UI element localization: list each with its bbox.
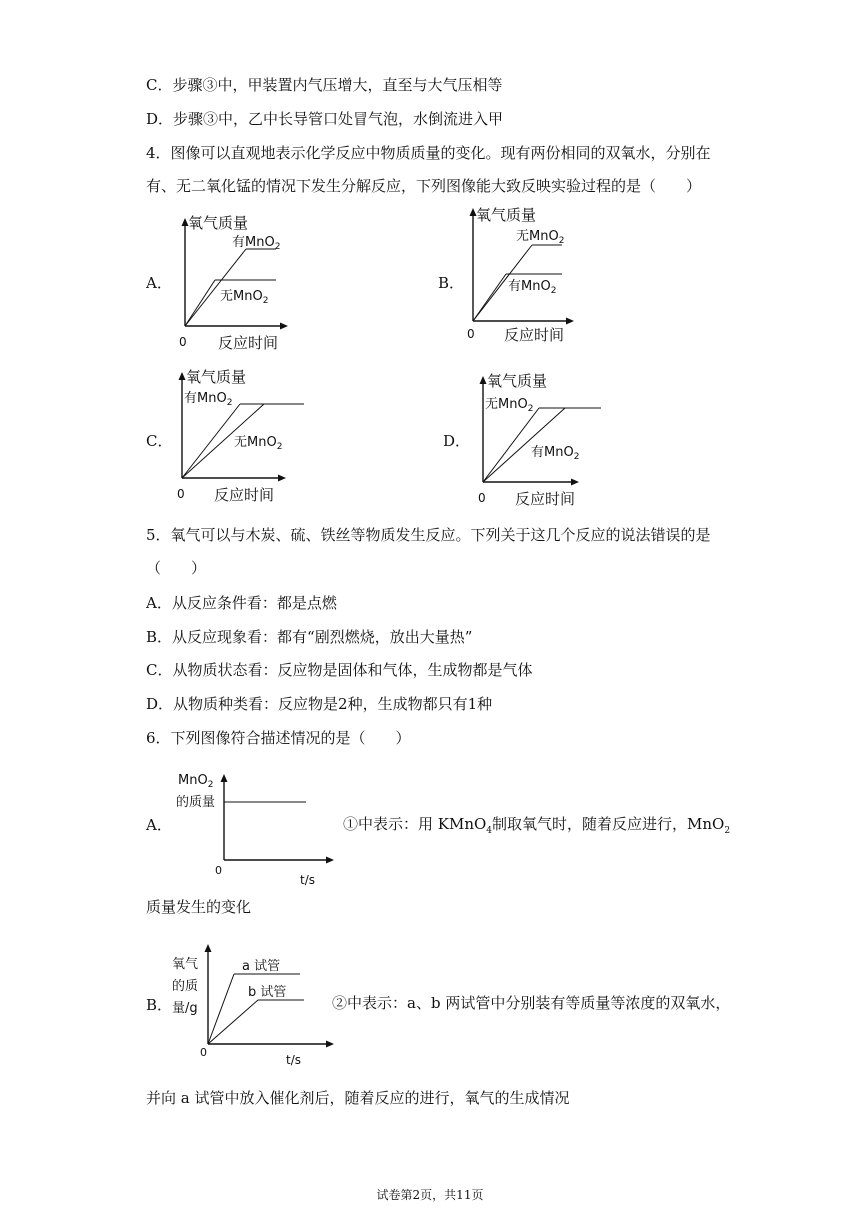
y-axis-label-line3: 量/g bbox=[172, 1001, 198, 1016]
q5-option-b: B．从反应现象看：都有“剧烈燃烧，放出大量热” bbox=[146, 628, 473, 646]
q4-option-c-label: C． bbox=[146, 432, 173, 450]
x-axis-label: t/s bbox=[286, 1053, 301, 1066]
q5-option-d: D．从物质种类看：反应物是2种，生成物都只有1种 bbox=[146, 695, 493, 713]
origin-label: 0 bbox=[200, 1046, 207, 1059]
x-axis-label: 反应时间 bbox=[214, 486, 275, 504]
q3-option-d: D．步骤③中，乙中长导管口处冒气泡，水倒流进入甲 bbox=[146, 110, 504, 128]
y-axis-label-line1: MnO$_2$ bbox=[178, 773, 214, 790]
x-axis-label: 反应时间 bbox=[504, 326, 565, 344]
q6-description-b-continued: 并向 a 试管中放入催化剂后，随着反应的进行，氧气的生成情况 bbox=[146, 1089, 570, 1107]
y-axis-label-line2: 的质 bbox=[172, 979, 199, 994]
x-axis-label: t/s bbox=[300, 873, 315, 887]
q5-stem-line2: （ ） bbox=[146, 559, 207, 577]
q3-option-c: C．步骤③中，甲装置内气压增大，直至与大气压相等 bbox=[146, 76, 503, 94]
page-footer: 试卷第2页，共11页 bbox=[376, 1188, 484, 1202]
q4-stem-line1: 4．图像可以直观地表示化学反应中物质质量的变化。现有两份相同的双氧水，分别在 bbox=[146, 144, 711, 162]
q6-option-a-label: A． bbox=[146, 816, 172, 834]
y-axis-label-line2: 的质量 bbox=[176, 795, 216, 810]
y-axis-label: 氧气质量 bbox=[186, 368, 247, 386]
q4-graph-d bbox=[469, 368, 619, 516]
curve-label-without-mno2: 无MnO$_2$ bbox=[220, 289, 269, 306]
q6-graph-b bbox=[168, 938, 338, 1066]
origin-label: 0 bbox=[467, 327, 475, 341]
origin-label: 0 bbox=[179, 335, 187, 349]
x-axis-label: 反应时间 bbox=[218, 334, 279, 352]
origin-label: 0 bbox=[478, 491, 486, 505]
q4-graph-a bbox=[172, 208, 292, 356]
curve-label-with-mno2: 有MnO$_2$ bbox=[184, 391, 233, 408]
curve-label-b: b 试管 bbox=[248, 985, 287, 1000]
curve-label-with-mno2: 有MnO$_2$ bbox=[232, 235, 281, 252]
q5-option-a: A．从反应条件看：都是点燃 bbox=[146, 594, 337, 612]
q4-graph-b bbox=[460, 198, 580, 346]
curve-label-without-mno2: 无MnO$_2$ bbox=[516, 229, 565, 246]
q6-description-b: ②中表示：a、b 两试管中分别装有等质量等浓度的双氧水， bbox=[332, 994, 731, 1012]
q5-option-c: C．从物质状态看：反应物是固体和气体，生成物都是气体 bbox=[146, 661, 533, 679]
x-axis-label: 反应时间 bbox=[515, 490, 576, 508]
origin-label: 0 bbox=[215, 864, 222, 877]
q4-graph-c bbox=[168, 364, 318, 512]
q4-option-d-label: D． bbox=[443, 432, 471, 450]
y-axis-label: 氧气质量 bbox=[476, 206, 537, 224]
curve-label-without-mno2: 无MnO$_2$ bbox=[234, 435, 283, 452]
q5-stem-line1: 5．氧气可以与木炭、硫、铁丝等物质发生反应。下列关于这几个反应的说法错误的是 bbox=[146, 526, 711, 544]
q6-option-b-label: B． bbox=[146, 996, 173, 1014]
q4-option-a-label: A． bbox=[146, 274, 172, 292]
curve-label-a: a 试管 bbox=[242, 959, 281, 974]
curve-label-without-mno2: 无MnO$_2$ bbox=[485, 397, 534, 414]
q6-description-a-continued: 质量发生的变化 bbox=[146, 898, 252, 916]
y-axis-label-line1: 氧气 bbox=[172, 957, 199, 972]
origin-label: 0 bbox=[177, 487, 185, 501]
q6-description-a: ①中表示：用 KMnO$_4$制取氧气时，随着反应进行，MnO$_2$ bbox=[343, 815, 731, 836]
curve-label-with-mno2: 有MnO$_2$ bbox=[531, 445, 580, 462]
y-axis-label: 氧气质量 bbox=[188, 214, 249, 232]
curve-label-with-mno2: 有MnO$_2$ bbox=[508, 279, 557, 296]
q4-stem-line2: 有、无二氧化锰的情况下发生分解反应，下列图像能大致反映实验过程的是（ ） bbox=[146, 177, 702, 195]
q4-option-b-label: B． bbox=[438, 274, 465, 292]
y-axis-label: 氧气质量 bbox=[487, 372, 548, 390]
q6-graph-a bbox=[172, 764, 342, 888]
q6-stem: 6．下列图像符合描述情况的是（ ） bbox=[146, 729, 411, 747]
